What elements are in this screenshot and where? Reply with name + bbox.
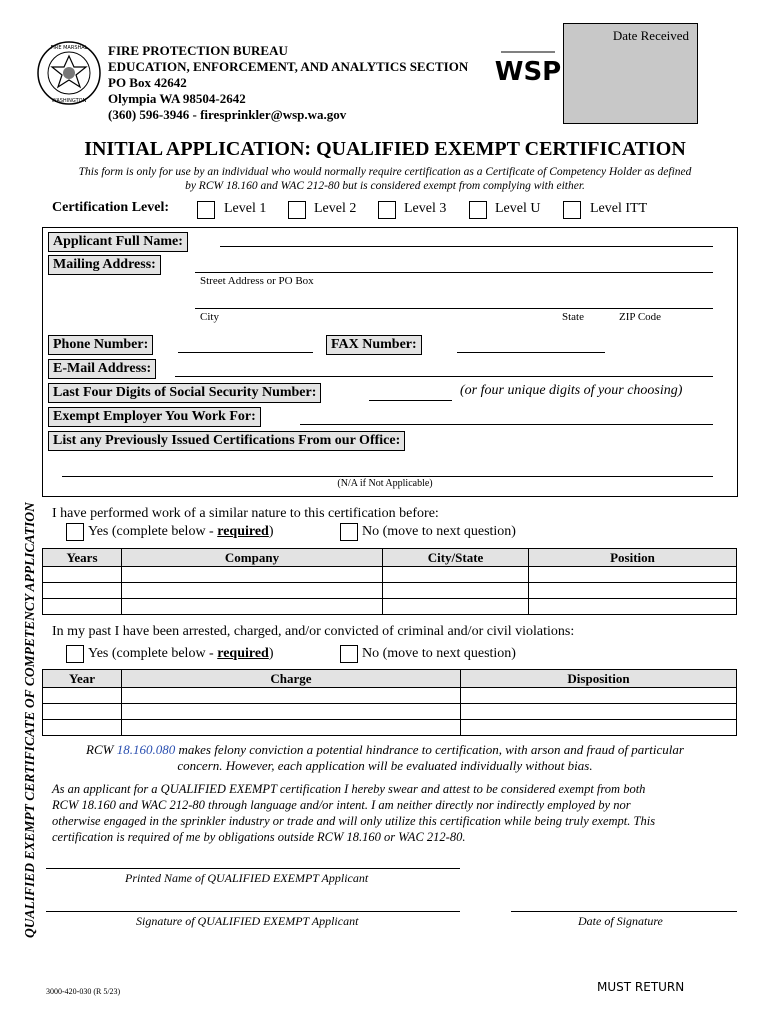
rcw-prefix: RCW [86,742,117,757]
cert-level-label: Certification Level: [52,200,170,215]
rcw-line-2: concern. However, each application will be evaluated individually without bias. [177,758,593,773]
cert-level-1-checkbox[interactable] [197,201,215,219]
col-company: Company [122,549,383,567]
work-yes-checkbox[interactable] [66,523,84,541]
header-line-2: EDUCATION, ENFORCEMENT, AND ANALYTICS SECTION [108,59,469,74]
col-disposition: Disposition [461,670,737,688]
header-address-block [108,43,468,123]
criminal-no-label: No (move to next question) [362,646,516,661]
date-received-box [563,23,698,124]
header-line-5: (360) 596-3946 - firesprinkler@wsp.wa.gov [108,107,347,122]
cert-level-1-label: Level 1 [224,201,267,216]
signature-label: Signature of QUALIFIED EXEMPT Applicant [136,914,359,928]
work-no-checkbox[interactable] [340,523,358,541]
email-label: E-Mail Address: [48,359,156,379]
intro-line-2: by RCW 18.160 and WAC 212-80 but is considered exempt from complying with either. [185,180,585,192]
form-number: 3000-420-030 (R 5/23) [46,987,121,996]
criminal-yes-prefix: Yes (complete below - [88,646,218,661]
phone-input[interactable] [178,352,313,353]
attest-line-4: certification is required of me by obligations outside RCW 18.160 or WAC 212-80. [52,830,466,844]
city-hint: City [200,311,219,323]
col-charge: Charge [122,670,461,688]
full-name-input[interactable] [220,246,713,247]
criminal-question: In my past I have been arrested, charged, and/or convicted of criminal and/or civil violations: [52,624,575,639]
work-yes-label [88,524,274,540]
table-row[interactable] [43,688,737,704]
date-received-label: Date Received [612,28,689,43]
col-position: Position [529,549,737,567]
svg-text:WASHINGTON: WASHINGTON [51,98,87,104]
criminal-no-checkbox[interactable] [340,645,358,663]
printed-name-label: Printed Name of QUALIFIED EXEMPT Applicant [125,871,369,885]
ssn-input[interactable] [369,400,452,401]
cert-level-itt-checkbox[interactable] [563,201,581,219]
table-row[interactable] [43,583,737,599]
phone-label: Phone Number: [48,335,153,355]
cert-level-3-checkbox[interactable] [378,201,396,219]
email-input[interactable] [175,376,713,377]
header-line-3: PO Box 42642 [108,75,187,90]
must-return-label: MUST RETURN [597,980,685,994]
mailing-label: Mailing Address: [48,255,161,275]
state-hint: State [562,311,584,323]
state-patrol-seal-icon [36,40,102,106]
prev-certs-input[interactable] [62,476,713,477]
ssn-note: (or four unique digits of your choosing) [460,383,683,398]
rcw-note [0,742,770,774]
employer-input[interactable] [300,424,713,425]
table-row[interactable] [43,720,737,736]
rcw-link[interactable]: 18.160.080 [116,742,176,757]
criminal-yes-suffix: ) [268,646,274,661]
criminal-history-table [42,669,737,736]
work-question: I have performed work of a similar nature to this certification before: [52,506,439,521]
cert-level-itt-label: Level ITT [590,201,648,216]
col-years: Years [43,549,122,567]
side-title: QUALIFIED EXEMPT CERTIFICATE OF COMPETENCY APPLICATION [22,502,37,938]
table-row[interactable] [43,567,737,583]
work-no-label: No (move to next question) [362,524,516,539]
printed-name-input[interactable] [46,868,460,869]
col-year: Year [43,670,122,688]
signature-date-label: Date of Signature [578,914,663,928]
page-title: INITIAL APPLICATION: QUALIFIED EXEMPT CERTIFICATION [84,138,686,160]
work-yes-prefix: Yes (complete below - [88,524,218,539]
city-input[interactable] [195,308,713,309]
criminal-yes-required: required [217,646,269,661]
prev-certs-label: List any Previously Issued Certifications From our Office: [48,431,405,451]
ssn-label: Last Four Digits of Social Security Number: [48,383,321,403]
attest-line-1: As an applicant for a QUALIFIED EXEMPT certification I hereby swear and attest to be considered exempt from both [52,782,646,796]
table-row[interactable] [43,599,737,615]
intro-line-1: This form is only for use by an individual who would normally require certification as a Certificate of Competency Holder as defined [78,166,692,178]
col-city-state: City/State [383,549,529,567]
signature-date-input[interactable] [511,911,737,912]
header-line-1: FIRE PROTECTION BUREAU [108,43,288,58]
signature-input[interactable] [46,911,460,912]
cert-level-2-label: Level 2 [314,201,357,216]
wsp-logo-text: WSP [494,57,562,87]
cert-level-u-label: Level U [495,201,541,216]
na-hint: (N/A if Not Applicable) [337,478,433,489]
header-line-4: Olympia WA 98504-2642 [108,91,246,106]
fax-label: FAX Number: [326,335,422,355]
cert-level-u-checkbox[interactable] [469,201,487,219]
work-yes-required: required [217,524,269,539]
cert-level-2-checkbox[interactable] [288,201,306,219]
fax-input[interactable] [457,352,605,353]
attest-line-2: RCW 18.160 and WAC 212-80 through language and/or intent. I am neither directly nor indirectly employed by nor [52,798,631,812]
attestation-text [52,781,655,845]
intro-text [0,165,770,193]
cert-level-3-label: Level 3 [404,201,447,216]
wsp-logo-icon [494,48,562,87]
employer-label: Exempt Employer You Work For: [48,407,261,427]
street-hint: Street Address or PO Box [200,275,314,287]
zip-hint: ZIP Code [619,311,662,323]
rcw-line-1: makes felony conviction a potential hindrance to certification, with arson and fraud of particular [175,742,684,757]
work-history-table [42,548,737,615]
criminal-yes-label [88,646,274,662]
svg-text:FIRE MARSHAL: FIRE MARSHAL [50,45,88,51]
street-input[interactable] [195,272,713,273]
criminal-yes-checkbox[interactable] [66,645,84,663]
full-name-label: Applicant Full Name: [48,232,188,252]
attest-line-3: otherwise engaged in the sprinkler industry or trade and will only utilize this certification while being truly exempt. This [52,814,656,828]
table-row[interactable] [43,704,737,720]
work-yes-suffix: ) [268,524,274,539]
